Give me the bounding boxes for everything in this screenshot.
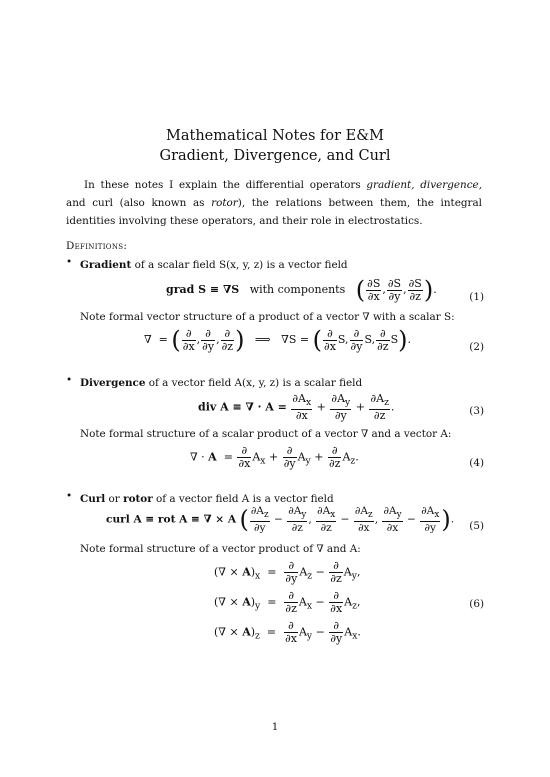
rotor-term: rotor: [123, 493, 153, 505]
equation-6-row-y: (∇ × $A)_y$ = $\frac{\partial}{\partial z}$ $A_x$ − $\frac{\partial}{\partial x}$ $A_z$,: [214, 589, 361, 615]
equation-6-number: (6): [469, 598, 484, 610]
intro-word-divergence: divergence,: [420, 179, 482, 191]
page-number: 1: [271, 722, 279, 733]
gradient-term: Gradient: [80, 259, 132, 271]
equation-1-number: (1): [469, 291, 484, 303]
bullet-divergence: •: [66, 374, 73, 386]
intro-text-3: ), the relations between them, the integral identities involving these operators, and their role in electrostatics.: [66, 197, 483, 227]
title-line-1: Mathematical Notes for E&M: [166, 128, 384, 144]
gradient-note: Note formal vector structure of a product of a vector ∇ with a scalar S:: [80, 311, 455, 323]
curl-term: Curl: [80, 493, 106, 505]
intro-word-gradient: gradient,: [366, 179, 415, 191]
divergence-definition: [80, 374, 480, 392]
equation-1: grad S ≡ ∇S with components ( $\frac{\partial S}{\partial x}$ , $\frac{\partial S}{\partial y}$ , $\frac{\partial S}{\partial z}$ ).: [166, 276, 437, 304]
equation-3: div A ≡ ∇ · A = $\frac{\partial A_x}{\partial x}$ + $\frac{\partial A_y}{\partial y}$ + $\frac{\partial A_z}{\partial z}$ .: [198, 392, 395, 423]
equation-5-number: (5): [469, 520, 484, 532]
equation-4-number: (4): [469, 457, 484, 469]
equation-4: ∇ · A = $\frac{\partial}{\partial x}$ $A_x$ + $\frac{\partial}{\partial y}$ $A_y$ + $\frac{\partial}{\partial z}$ $A_z$.: [190, 444, 359, 470]
intro-word-rotor: rotor: [211, 197, 238, 209]
equation-5-lhs: curl A ≡ rot A ≡ ∇ × A: [106, 513, 237, 526]
curl-or-text: or: [105, 493, 124, 505]
gradient-definition-text: of a scalar field S(x, y, z) is a vector field: [131, 259, 348, 271]
divergence-note: Note formal structure of a scalar product of a vector ∇ and a vector A:: [80, 428, 452, 440]
equation-1-lhs: grad S ≡ ∇S: [166, 283, 240, 296]
definitions-heading: Definitions:: [66, 240, 128, 252]
equation-6-row-x: (∇ × $A)_x$ = $\frac{\partial}{\partial y}$ $A_z$ − $\frac{\partial}{\partial z}$ $A_y$,: [214, 559, 361, 585]
equation-1-mid: with components: [249, 283, 346, 296]
gradient-definition: [80, 256, 480, 274]
intro-paragraph: [66, 176, 482, 230]
intro-text-1: In these notes I explain the differential operators: [84, 179, 367, 191]
equation-5: curl A ≡ rot A ≡ ∇ × A ( $\frac{\partial A_z}{\partial y}$ − $\frac{\partial A_y}{\partial z}$ , $\frac{\partial A_x}{\partial z}$ − $\frac{\partial A_z}{\partial x}$ , $\frac{\partial A_y}{\partial x}$ − $\frac{\partial A_x}{\partial y}$ ).: [106, 505, 455, 535]
equation-3-lhs: div A ≡ ∇ · A =: [198, 400, 287, 414]
curl-note: Note formal structure of a vector product of ∇ and A:: [80, 543, 361, 555]
title-line-2: Gradient, Divergence, and Curl: [159, 148, 391, 164]
intro-text-2: and curl (also known as: [66, 197, 212, 209]
curl-definition-text: of a vector field A is a vector field: [152, 493, 334, 505]
divergence-definition-text: of a vector field A(x, y, z) is a scalar field: [145, 377, 363, 389]
equation-2: ∇ = ( $\frac{\partial}{\partial x}$ , $\frac{\partial}{\partial y}$ , $\frac{\partial}{\partial z}$ ) ⟹ ∇S = ( $\frac{\partial}{\partial x}$ S, $\frac{\partial}{\partial y}$ S, $\frac{\partial}{\partial z}$ S).: [144, 326, 411, 354]
equation-6-row-z: (∇ × $A)_z$ = $\frac{\partial}{\partial x}$ $A_y$ − $\frac{\partial}{\partial y}$ $A_x$.: [214, 619, 361, 645]
equation-2-number: (2): [469, 341, 484, 353]
bullet-curl: •: [66, 490, 73, 502]
divergence-term: Divergence: [80, 377, 146, 389]
bullet-gradient: •: [66, 256, 73, 268]
equation-3-number: (3): [469, 405, 484, 417]
